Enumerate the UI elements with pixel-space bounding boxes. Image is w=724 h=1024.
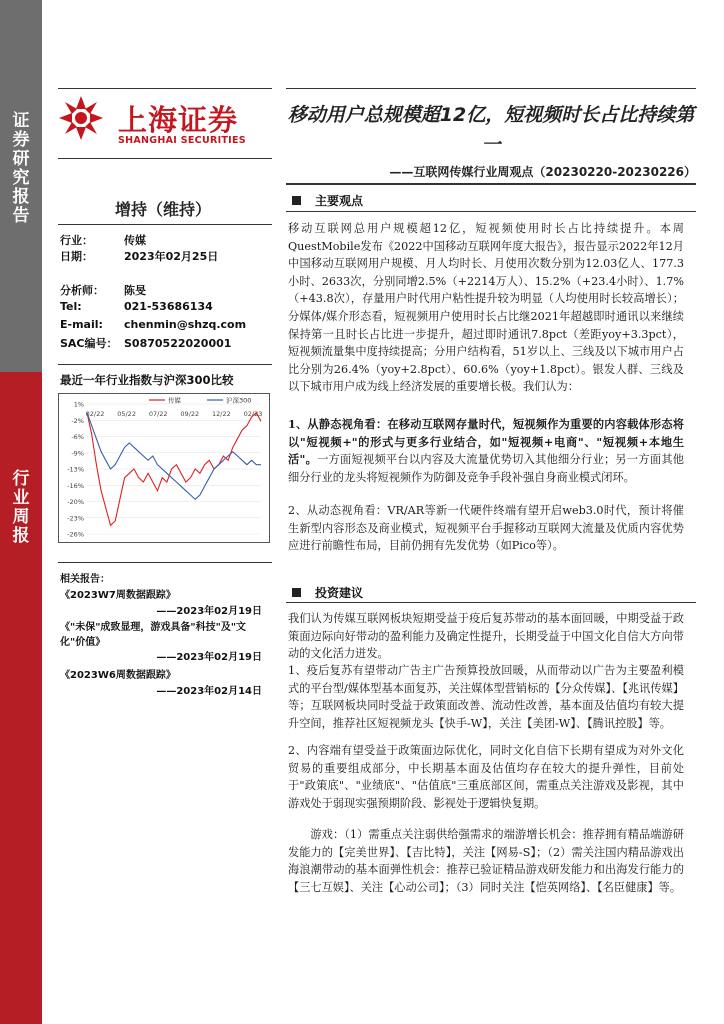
chart-y-tick-label: -23% (67, 514, 84, 523)
section-invest-title: 投资建议 (315, 586, 364, 600)
chart-y-tick-label: -9% (71, 449, 84, 458)
section-main-title: 主要观点 (315, 194, 364, 208)
main-paragraph-3: 2、从动态视角看：VR/AR等新一代硬件终端有望开启web3.0时代，预计将催生新型内容形态及商业模式，短视频平台手握移动互联网大流量及优质内容优势应进行前瞻性布局，目前仍拥有先发优势（如Pico等）。 (288, 504, 684, 553)
section-main-heading (292, 192, 363, 209)
page-title: 移动用户总规模超12亿，短视频时长占比持续第一 (287, 104, 695, 156)
chart-x-tick-label: 02/23 (243, 410, 263, 418)
chart-y-tick-label: 1% (73, 400, 84, 409)
meta-date-value: 2023年02月25日 (124, 250, 219, 263)
meta-date (60, 248, 218, 264)
meta-analyst (60, 282, 146, 298)
meta-email (60, 318, 246, 331)
side-report-type-label: 行业周报 (12, 469, 30, 546)
section-invest-heading (292, 584, 363, 601)
logo-text-en: SHANGHAI SECURITIES (118, 135, 246, 146)
divider-rating (58, 224, 272, 225)
chart-y-tick-label: -20% (67, 498, 84, 506)
meta-sac-value: S0870522020001 (124, 337, 232, 350)
chart-legend (149, 396, 251, 405)
chart-x-tick-label: 07/22 (148, 410, 168, 418)
invest-paragraph-3: 2、内容端有望受益于政策面边际优化，同时文化自信下长期有望成为对外文化贸易的重要组成部分，中长期基本面及估值均存在较大的提升弹性，目前处于"政策底"、"业绩底"、"估值底"三重底部区间，需重点关注游戏及影视，其中游戏处于弱现实强预期阶段、影视处于逻辑快复期。 (288, 744, 684, 810)
index-comparison-chart (58, 393, 270, 543)
meta-industry (60, 232, 146, 248)
main-paragraph-1: 移动互联网总用户规模超12亿，短视频使用时长占比持续提升。本周QuestMobile发布《2022中国移动互联网年度大报告》，报告显示2022年12月中国移动互联网用户规模、月人均时长、月使用次数分别为12.03亿人、177.3小时、2633次，分别同增2.5%（+2214万人）、15.2%（+23.4小时）、1.7%（+43.8次），存量用户时代用户粘性提升较为明显（人均使用时长较高增长）；分媒体/媒介形态看，短视频用户使用时长占比继2021年超越即时通讯以来继续保持第一且时长占比进一步提升，超过即时通讯7.8pct（差距yoy+3.3pct），短视频流量集中度持续提高；分用户结构看，51岁以上、三线及以下城市用户占比分别为26.4%（yoy+2.8pct）、60.6%（yoy+1.8pct）。银发人群、三线及以下城市用户成为线上经济发展的重要增长极。我们认为： (288, 222, 684, 394)
chart-y-ticks (67, 401, 84, 539)
chart-series-line (87, 413, 261, 500)
meta-sac-label: SAC编号： (60, 337, 118, 350)
related-item-title[interactable]: 《2023W6周数据跟踪》 (60, 670, 176, 681)
divider-logo-bottom (58, 158, 272, 159)
meta-analyst-label: 分析师： (60, 284, 104, 297)
chart-x-tick-label: 09/22 (180, 410, 200, 418)
meta-industry-value: 传媒 (124, 234, 146, 247)
meta-tel (60, 300, 213, 313)
chart-legend-label: 传媒 (168, 396, 181, 405)
related-label: 相关报告： (60, 574, 110, 585)
chart-x-tick-label: 12/22 (212, 410, 231, 418)
meta-email-value: chenmin@shzq.com (124, 318, 247, 331)
logo-text-cn: 上海证券 (118, 103, 239, 137)
divider-related (58, 562, 272, 563)
chart-y-tick-label: -26% (67, 530, 84, 539)
meta-email-label: E-mail: (60, 318, 103, 331)
related-item-title[interactable]: 《"未保"成致显理，游戏具备"科技"及"文化"价值》 (60, 622, 247, 648)
meta-analyst-value: 陈旻 (124, 284, 146, 297)
divider-invest-section (286, 602, 696, 603)
related-item-date: ——2023年02月19日 (156, 652, 262, 663)
page-subtitle: ——互联网传媒行业周观点（20230220-20230226） (389, 165, 696, 179)
meta-industry-label: 行业： (60, 234, 93, 247)
chart-y-tick-label: -16% (67, 481, 84, 490)
chart-title: 最近一年行业指数与沪深300比较 (60, 373, 234, 387)
main-paragraph-2 (288, 416, 684, 486)
chart-x-tick-label: 05/22 (117, 410, 136, 418)
chart-x-ticks (86, 410, 263, 418)
meta-tel-value: 021-53686134 (124, 300, 213, 313)
divider-title-top (286, 88, 696, 89)
bullet-square-icon (292, 196, 301, 205)
chart-y-tick-label: -13% (67, 465, 84, 474)
meta-date-label: 日期： (60, 250, 93, 263)
bullet-square-icon (292, 588, 301, 597)
chart-grid (87, 404, 261, 534)
chart-x-tick-label: 02/22 (85, 410, 105, 418)
divider-logo-top (58, 88, 272, 89)
chart-svg (59, 394, 271, 544)
divider-chart-top (58, 364, 272, 365)
meta-sac (60, 335, 231, 351)
invest-paragraph-1: 我们认为传媒互联网板块短期受益于疫后复苏带动的基本面回暖，中期受益于政策面边际向好带动的盈利能力及确定性提升，长期受益于中国文化自信大方向带动的文化活力迸发。 (288, 612, 684, 661)
related-item-date: ——2023年02月14日 (156, 686, 262, 697)
side-category-label: 证券研究报告 (12, 111, 30, 226)
divider-main-section (286, 211, 696, 212)
invest-paragraph-4: 游戏：（1）需重点关注弱供给强需求的端游增长机会：推荐拥有精品端游研发能力的【完美世界】、【吉比特】，关注【网易-S】；（2）需关注国内精品游戏出海浪潮带动的基本面弹性机会：推荐已验证精品游戏研发能力和出海发行能力的【三七互娱】、关注【心动公司】；（3）同时关注【恺英网络】、【名臣健康】等。 (288, 828, 684, 894)
chart-y-tick-label: -6% (71, 433, 84, 441)
meta-tel-label: Tel: (60, 300, 82, 313)
invest-paragraph-2: 1、疫后复苏有望带动广告主广告预算投放回暖，从而带动以广告为主要盈利模式的平台型/媒体型基本面复苏，关注媒体型营销标的【分众传媒】、【兆讯传媒】等；互联网板块同时受益于政策面改善、流动性改善，基本面及估值均有较大提升空间，推荐社区短视频龙头【快手-W】，关注【美团-W】、【腾讯控股】等。 (288, 664, 684, 730)
shanghai-securities-logo-icon (58, 95, 104, 141)
related-item-title[interactable]: 《2023W7周数据跟踪》 (60, 590, 176, 601)
chart-y-tick-label: -2% (71, 416, 84, 425)
main-paragraph-2-rest: 一方面短视频平台以内容及大流量优势切入其他细分行业；另一方面其他细分行业的龙头将短视频作为防御及竞争手段补强自身商业模式闭环。 (288, 453, 684, 484)
chart-legend-label: 沪深300 (226, 396, 252, 405)
main-paragraph-2-lead: 1、从静态视角看：在移动互联网存量时代，短视频作为重要的内容载体形态将以"短视频+"的形式与更多行业结合，如"短视频+电商"、"短视频+本地生活"。 (288, 417, 684, 467)
related-item-date: ——2023年02月19日 (156, 606, 262, 617)
rating-badge: 增持（维持） (114, 200, 211, 219)
divider-title-bottom (286, 183, 696, 185)
